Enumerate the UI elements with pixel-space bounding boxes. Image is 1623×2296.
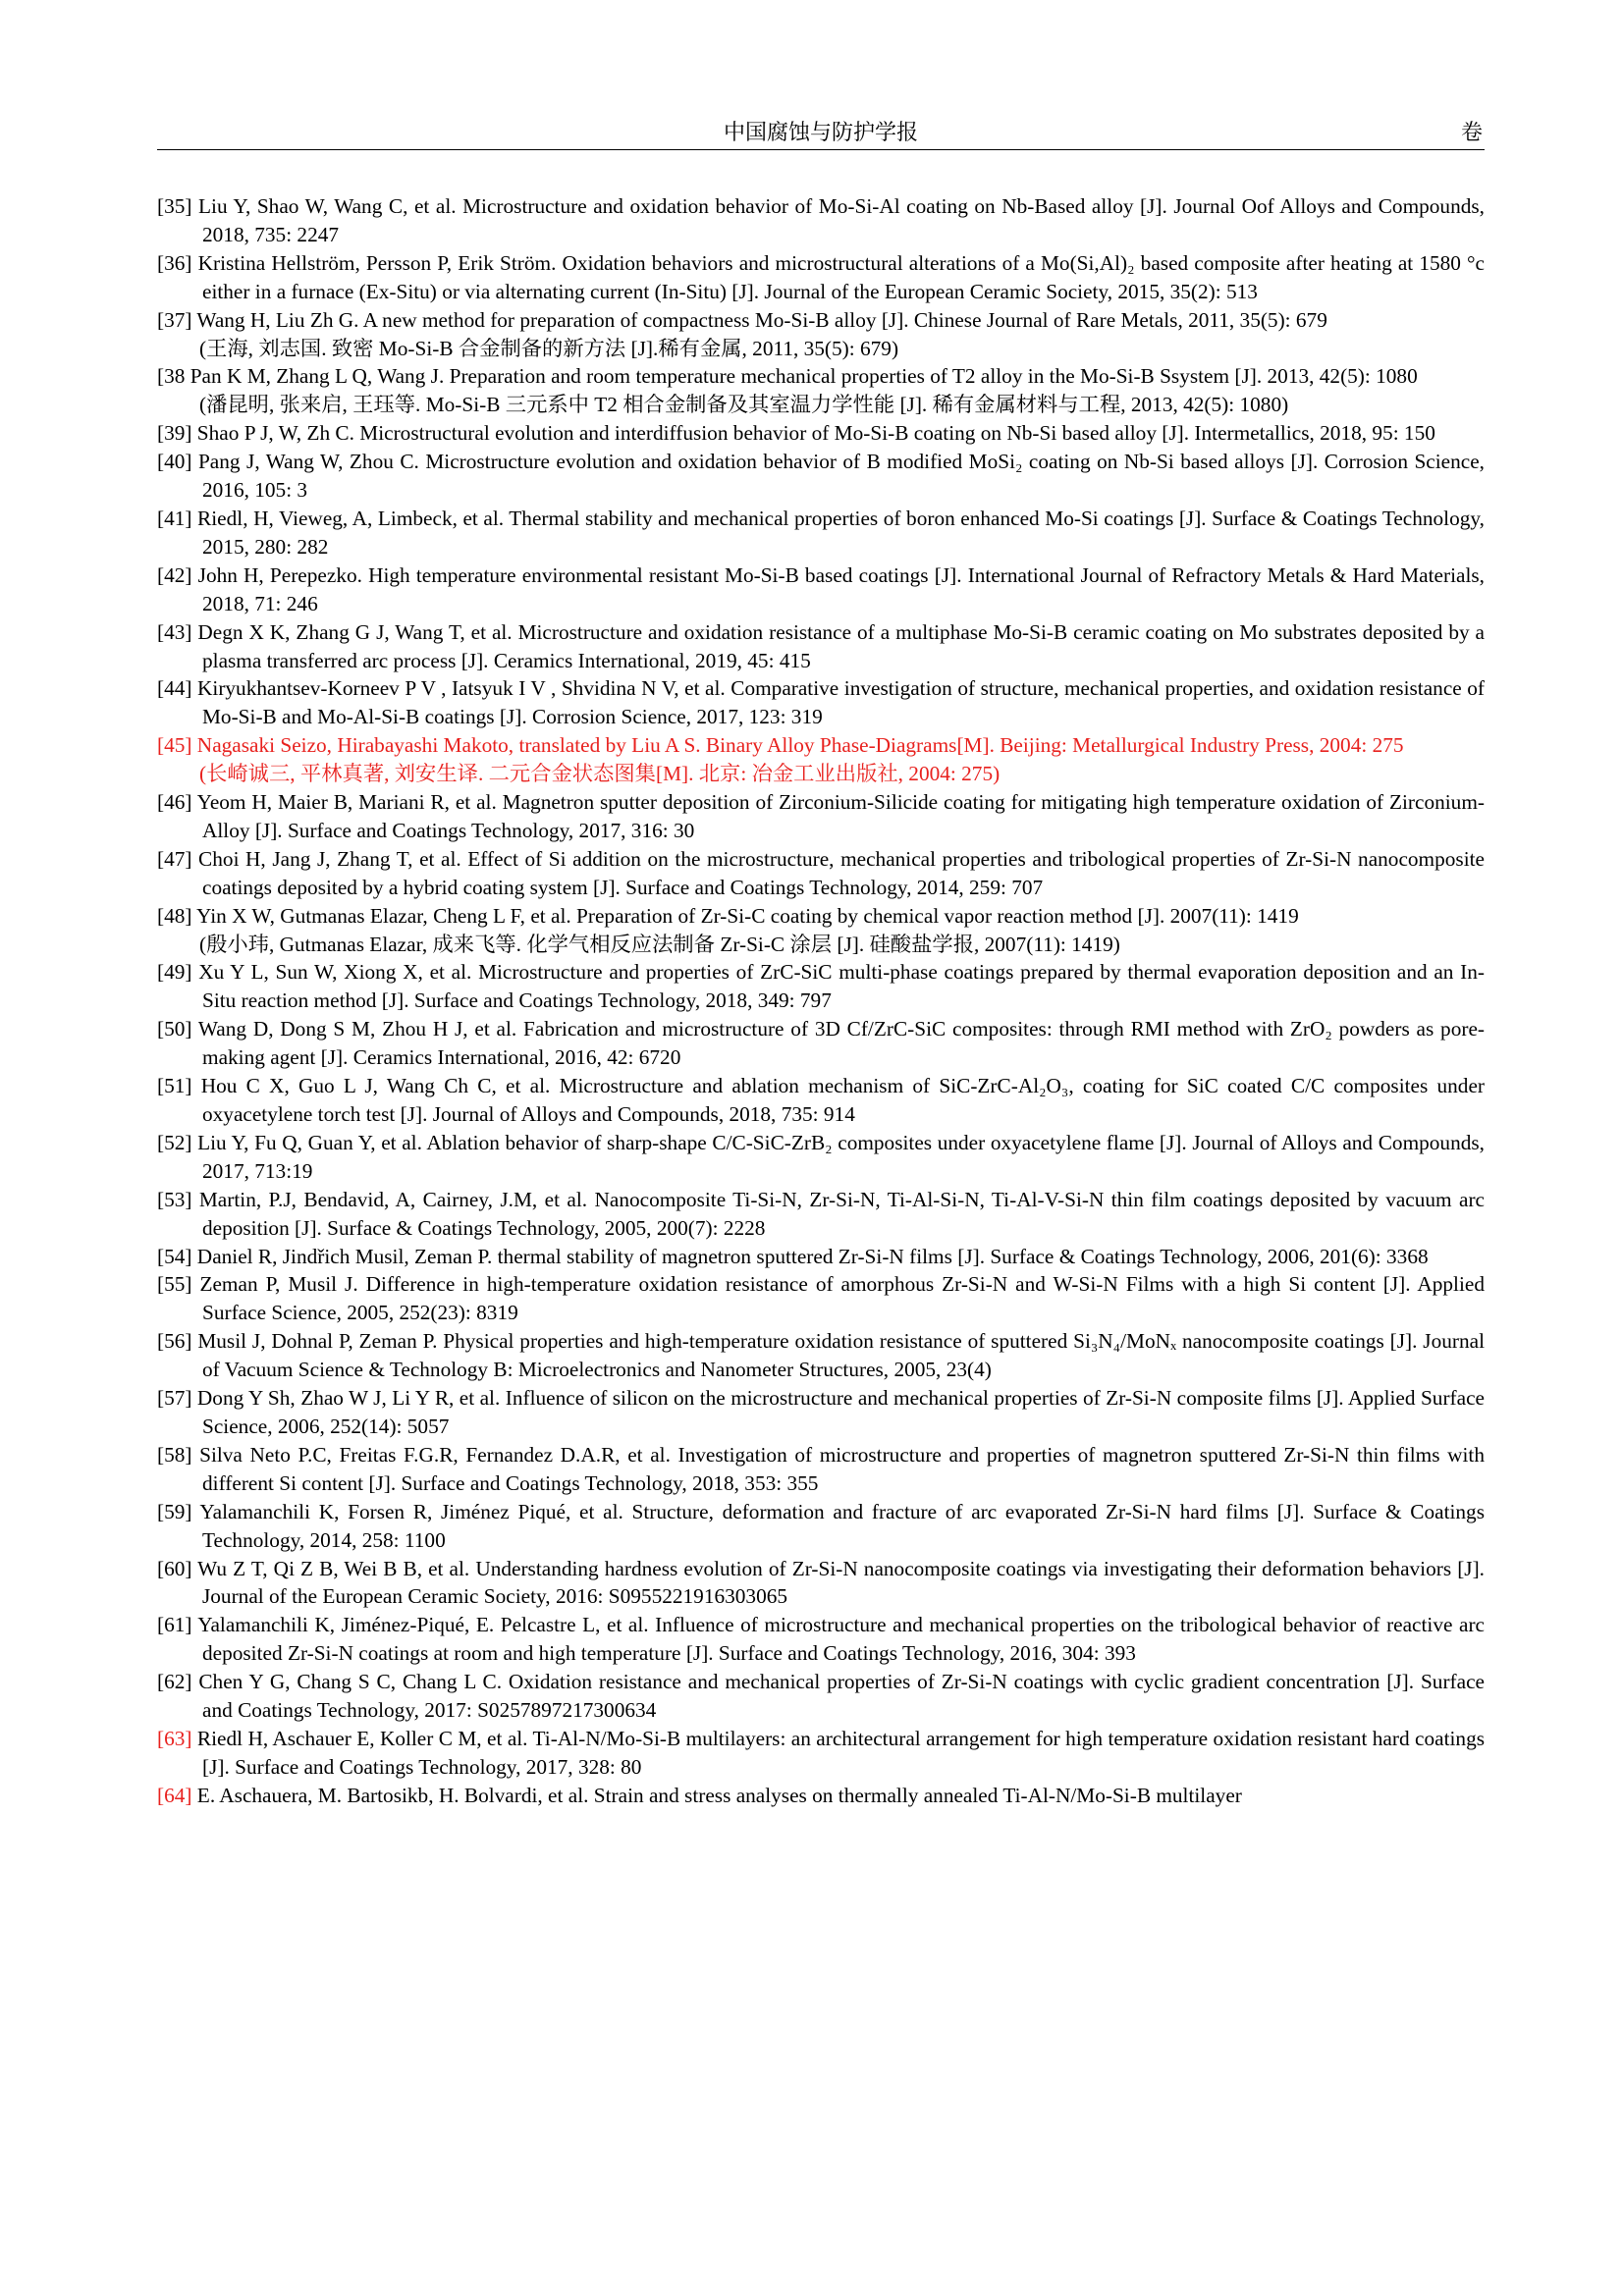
reference-entry bbox=[157, 674, 1485, 731]
reference-entry bbox=[157, 1243, 1485, 1271]
reference-number: [62] bbox=[157, 1670, 192, 1694]
reference-entry bbox=[157, 1441, 1485, 1498]
reference-entry bbox=[157, 362, 1485, 391]
reference-number: [56] bbox=[157, 1329, 192, 1354]
reference-number: [52] bbox=[157, 1130, 192, 1154]
reference-entry bbox=[157, 902, 1485, 931]
reference-number: [64] bbox=[157, 1783, 192, 1807]
reference-number: [39] bbox=[157, 421, 192, 446]
reference-entry bbox=[157, 1725, 1485, 1782]
reference-entry bbox=[157, 731, 1485, 760]
reference-text: Dong Y Sh, Zhao W J, Li Y R, et al. Influence of silicon on the microstructure and mechanical properties of Zr-Si-N composite films [J]. Applied Surface Science, 2006, 252(14): 5057 bbox=[191, 1386, 1485, 1438]
reference-entry bbox=[157, 1270, 1485, 1327]
reference-text: Silva Neto P.C, Freitas F.G.R, Fernandez D.A.R, et al. Investigation of microstructure and properties of magnetron sputtered Zr-Si-N thin films with different Si content [J]. Surface and Coatings Technology, 2018, 353: 355 bbox=[191, 1442, 1485, 1495]
reference-text: Nagasaki Seizo, Hirabayashi Makoto, translated by Liu A S. Binary Alloy Phase-Diagrams[M]. Beijing: Metallurgical Industry Press, 2004: 275 bbox=[191, 733, 1404, 758]
reference-number: [37] bbox=[157, 307, 192, 332]
reference-text: Yeom H, Maier B, Mariani R, et al. Magnetron sputter deposition of Zirconium-Silicide coating for mitigating high temperature oxidation of Zirconium-Alloy [J]. Surface and Coatings Technology, 2017, 316: 30 bbox=[191, 790, 1485, 842]
reference-number: [40] bbox=[157, 450, 192, 474]
reference-entry bbox=[157, 845, 1485, 902]
reference-text: Riedl H, Aschauer E, Koller C M, et al. Ti-Al-N/Mo-Si-B multilayers: an architectural arrangement for high temperature oxidation resistant hard coatings [J]. Surface and Coatings Technology, 2017, 328: 80 bbox=[191, 1726, 1485, 1779]
reference-number: [55] bbox=[157, 1272, 192, 1297]
reference-number: [41] bbox=[157, 506, 192, 530]
reference-text: Liu Y, Shao W, Wang C, et al. Microstructure and oxidation behavior of Mo-Si-Al coating on Nb-Based alloy [J]. Journal Oof Alloys and Compounds, 2018, 735: 2247 bbox=[191, 194, 1485, 246]
reference-text: Yalamanchili K, Forsen R, Jiménez Piqué, et al. Structure, deformation and fracture of arc evaporated Zr-Si-N hard films [J]. Surface & Coatings Technology, 2014, 258: 1100 bbox=[191, 1499, 1485, 1552]
reference-number: [42] bbox=[157, 562, 192, 587]
reference-number: [49] bbox=[157, 960, 192, 985]
reference-entry bbox=[157, 306, 1485, 335]
reference-number: [48] bbox=[157, 903, 192, 928]
reference-text: Wang D, Dong S M, Zhou H J, et al. Fabrication and microstructure of 3D Cf/ZrC-SiC composites: through RMI method with ZrO₂ powders as pore-making agent [J]. Ceramics International, 2016, 42: 6720 bbox=[191, 1017, 1485, 1070]
reference-number: [53] bbox=[157, 1187, 192, 1211]
reference-text: Wu Z T, Qi Z B, Wei B B, et al. Understanding hardness evolution of Zr-Si-N nanocomposite coatings via investigating their deformation behaviors [J]. Journal of the European Ceramic Society, 2016: S0955221916303065 bbox=[191, 1556, 1485, 1609]
running-header bbox=[157, 114, 1485, 150]
reference-number: [46] bbox=[157, 790, 192, 815]
reference-number: [38 bbox=[157, 364, 186, 389]
reference-text: Kiryukhantsev-Korneev P V , Iatsyuk I V , Shvidina N V, et al. Comparative investigation of structure, mechanical properties, and oxidation resistance of Mo-Si-B and Mo-Al-Si-B coatings [J]. Corrosion Science, 2017, 123: 319 bbox=[191, 676, 1485, 729]
reference-entry bbox=[157, 1015, 1485, 1072]
reference-entry bbox=[157, 1186, 1485, 1243]
reference-entry bbox=[157, 1555, 1485, 1612]
volume-label: 卷 bbox=[1460, 120, 1483, 144]
reference-text: Kristina Hellström, Persson P, Erik Ström. Oxidation behaviors and microstructural alterations of a Mo(Si,Al)₂ based composite after heating at 1580 °c either in a furnace (Ex-Situ) or via alternating current (In-Situ) [J]. Journal of the European Ceramic Society, 2015, 35(2): 513 bbox=[191, 250, 1485, 303]
reference-text: Riedl, H, Vieweg, A, Limbeck, et al. Thermal stability and mechanical properties of boron enhanced Mo-Si coatings [J]. Surface & Coatings Technology, 2015, 280: 282 bbox=[191, 506, 1485, 559]
reference-number: [45] bbox=[157, 733, 192, 758]
reference-entry bbox=[157, 419, 1485, 448]
reference-text: Yin X W, Gutmanas Elazar, Cheng L F, et al. Preparation of Zr-Si-C coating by chemical vapor reaction method [J]. 2007(11): 1419 bbox=[191, 903, 1299, 928]
reference-text: Pan K M, Zhang L Q, Wang J. Preparation and room temperature mechanical properties of T2 alloy in the Mo-Si-B Ssystem [J]. 2013, 42(5): 1080 bbox=[185, 364, 1418, 389]
reference-number: [44] bbox=[157, 676, 192, 701]
reference-entry bbox=[157, 958, 1485, 1015]
reference-entry bbox=[157, 1384, 1485, 1441]
reference-entry bbox=[157, 1782, 1485, 1810]
reference-text: Pang J, Wang W, Zhou C. Microstructure evolution and oxidation behavior of B modified MoSi₂ coating on Nb-Si based alloys [J]. Corrosion Science, 2016, 105: 3 bbox=[191, 450, 1485, 503]
reference-text: Chen Y G, Chang S C, Chang L C. Oxidation resistance and mechanical properties of Zr-Si-N coatings with cyclic gradient concentration [J]. Surface and Coatings Technology, 2017: S0257897217300634 bbox=[191, 1670, 1485, 1723]
journal-title: 中国腐蚀与防护学报 bbox=[723, 120, 918, 144]
reference-entry bbox=[157, 1668, 1485, 1725]
reference-entry bbox=[157, 192, 1485, 249]
reference-chinese-translation: (王海, 刘志国. 致密 Mo-Si-B 合金制备的新方法 [J].稀有金属, 2011, 35(5): 679) bbox=[199, 336, 899, 360]
reference-entry bbox=[157, 249, 1485, 306]
reference-entry bbox=[157, 1498, 1485, 1555]
reference-text: Zeman P, Musil J. Difference in high-temperature oxidation resistance of amorphous Zr-Si-N and W-Si-N Films with a high Si content [J]. Applied Surface Science, 2005, 252(23): 8319 bbox=[191, 1272, 1485, 1325]
reference-entry bbox=[157, 788, 1485, 845]
reference-number: [43] bbox=[157, 619, 192, 644]
reference-number: [58] bbox=[157, 1442, 192, 1467]
reference-number: [57] bbox=[157, 1386, 192, 1411]
reference-number: [54] bbox=[157, 1244, 192, 1268]
reference-number: [51] bbox=[157, 1074, 192, 1098]
reference-number: [47] bbox=[157, 846, 192, 871]
reference-chinese-translation: (潘昆明, 张来启, 王珏等. Mo-Si-B 三元系中 T2 相合金制备及其室温力学性能 [J]. 稀有金属材料与工程, 2013, 42(5): 1080) bbox=[199, 393, 1289, 417]
reference-chinese-translation: (殷小玮, Gutmanas Elazar, 成来飞等. 化学气相反应法制备 Zr-Si-C 涂层 [J]. 硅酸盐学报, 2007(11): 1419) bbox=[199, 932, 1120, 956]
reference-number: [50] bbox=[157, 1017, 192, 1041]
reference-entry bbox=[157, 618, 1485, 675]
reference-text: Yalamanchili K, Jiménez-Piqué, E. Pelcastre L, et al. Influence of microstructure and mechanical properties on the tribological behavior of reactive arc deposited Zr-Si-N coatings at room and high temperature [J]. Surface and Coatings Technology, 2016, 304: 393 bbox=[191, 1613, 1485, 1666]
reference-text: E. Aschauera, M. Bartosikb, H. Bolvardi, et al. Strain and stress analyses on thermally annealed Ti-Al-N/Mo-Si-B multilayer bbox=[191, 1783, 1242, 1807]
reference-text: Hou C X, Guo L J, Wang Ch C, et al. Microstructure and ablation mechanism of SiC-ZrC-Al₂O₃, coating for SiC coated C/C composites under oxyacetylene torch test [J]. Journal of Alloys and Compounds, 2018, 735: 914 bbox=[191, 1074, 1485, 1126]
reference-text: Martin, P.J, Bendavid, A, Cairney, J.M, et al. Nanocomposite Ti-Si-N, Zr-Si-N, Ti-Al-Si-N, Ti-Al-V-Si-N thin film coatings deposited by vacuum arc deposition [J]. Surface & Coatings Technology, 2005, 200(7): 2228 bbox=[191, 1187, 1485, 1240]
reference-number: [59] bbox=[157, 1499, 192, 1523]
reference-entry bbox=[157, 505, 1485, 561]
reference-entry bbox=[157, 1327, 1485, 1384]
reference-text: Xu Y L, Sun W, Xiong X, et al. Microstructure and properties of ZrC-SiC multi-phase coatings prepared by thermal evaporation deposition and an In-Situ reaction method [J]. Surface and Coatings Technology, 2018, 349: 797 bbox=[191, 960, 1485, 1013]
reference-text: Degn X K, Zhang G J, Wang T, et al. Microstructure and oxidation resistance of a multiphase Mo-Si-B ceramic coating on Mo substrates deposited by a plasma transferred arc process [J]. Ceramics International, 2019, 45: 415 bbox=[191, 619, 1485, 672]
reference-text: Choi H, Jang J, Zhang T, et al. Effect of Si addition on the microstructure, mechanical properties and tribological properties of Zr-Si-N nanocomposite coatings deposited by a hybrid coating system [J]. Surface and Coatings Technology, 2014, 259: 707 bbox=[191, 846, 1485, 899]
reference-text: Liu Y, Fu Q, Guan Y, et al. Ablation behavior of sharp-shape C/C-SiC-ZrB₂ composites under oxyacetylene flame [J]. Journal of Alloys and Compounds, 2017, 713:19 bbox=[191, 1130, 1485, 1183]
reference-entry bbox=[157, 1611, 1485, 1668]
reference-list bbox=[157, 192, 1485, 1810]
reference-chinese-translation: (长崎诚三, 平林真著, 刘安生译. 二元合金状态图集[M]. 北京: 冶金工业出版社, 2004: 275) bbox=[199, 762, 1001, 786]
reference-entry bbox=[157, 561, 1485, 618]
reference-text: Daniel R, Jindřich Musil, Zeman P. thermal stability of magnetron sputtered Zr-Si-N films [J]. Surface & Coatings Technology, 2006, 201(6): 3368 bbox=[191, 1244, 1429, 1268]
reference-number: [63] bbox=[157, 1726, 192, 1750]
reference-text: Musil J, Dohnal P, Zeman P. Physical properties and high-temperature oxidation resistance of sputtered Si₃N₄/MoNₓ nanocomposite coatings [J]. Journal of Vacuum Science & Technology B: Microelectronics and Nanometer Structures, 2005, 23(4) bbox=[191, 1329, 1485, 1382]
reference-entry bbox=[157, 1129, 1485, 1186]
reference-number: [35] bbox=[157, 194, 192, 218]
reference-number: [36] bbox=[157, 250, 192, 275]
reference-number: [61] bbox=[157, 1613, 192, 1637]
reference-text: John H, Perepezko. High temperature environmental resistant Mo-Si-B based coatings [J]. International Journal of Refractory Metals & Hard Materials, 2018, 71: 246 bbox=[191, 562, 1485, 615]
reference-text: Shao P J, W, Zh C. Microstructural evolution and interdiffusion behavior of Mo-Si-B coating on Nb-Si based alloy [J]. Intermetallics, 2018, 95: 150 bbox=[191, 421, 1435, 446]
reference-text: Wang H, Liu Zh G. A new method for preparation of compactness Mo-Si-B alloy [J]. Chinese Journal of Rare Metals, 2011, 35(5): 679 bbox=[191, 307, 1327, 332]
reference-entry bbox=[157, 448, 1485, 505]
reference-number: [60] bbox=[157, 1556, 192, 1580]
reference-entry bbox=[157, 1072, 1485, 1129]
